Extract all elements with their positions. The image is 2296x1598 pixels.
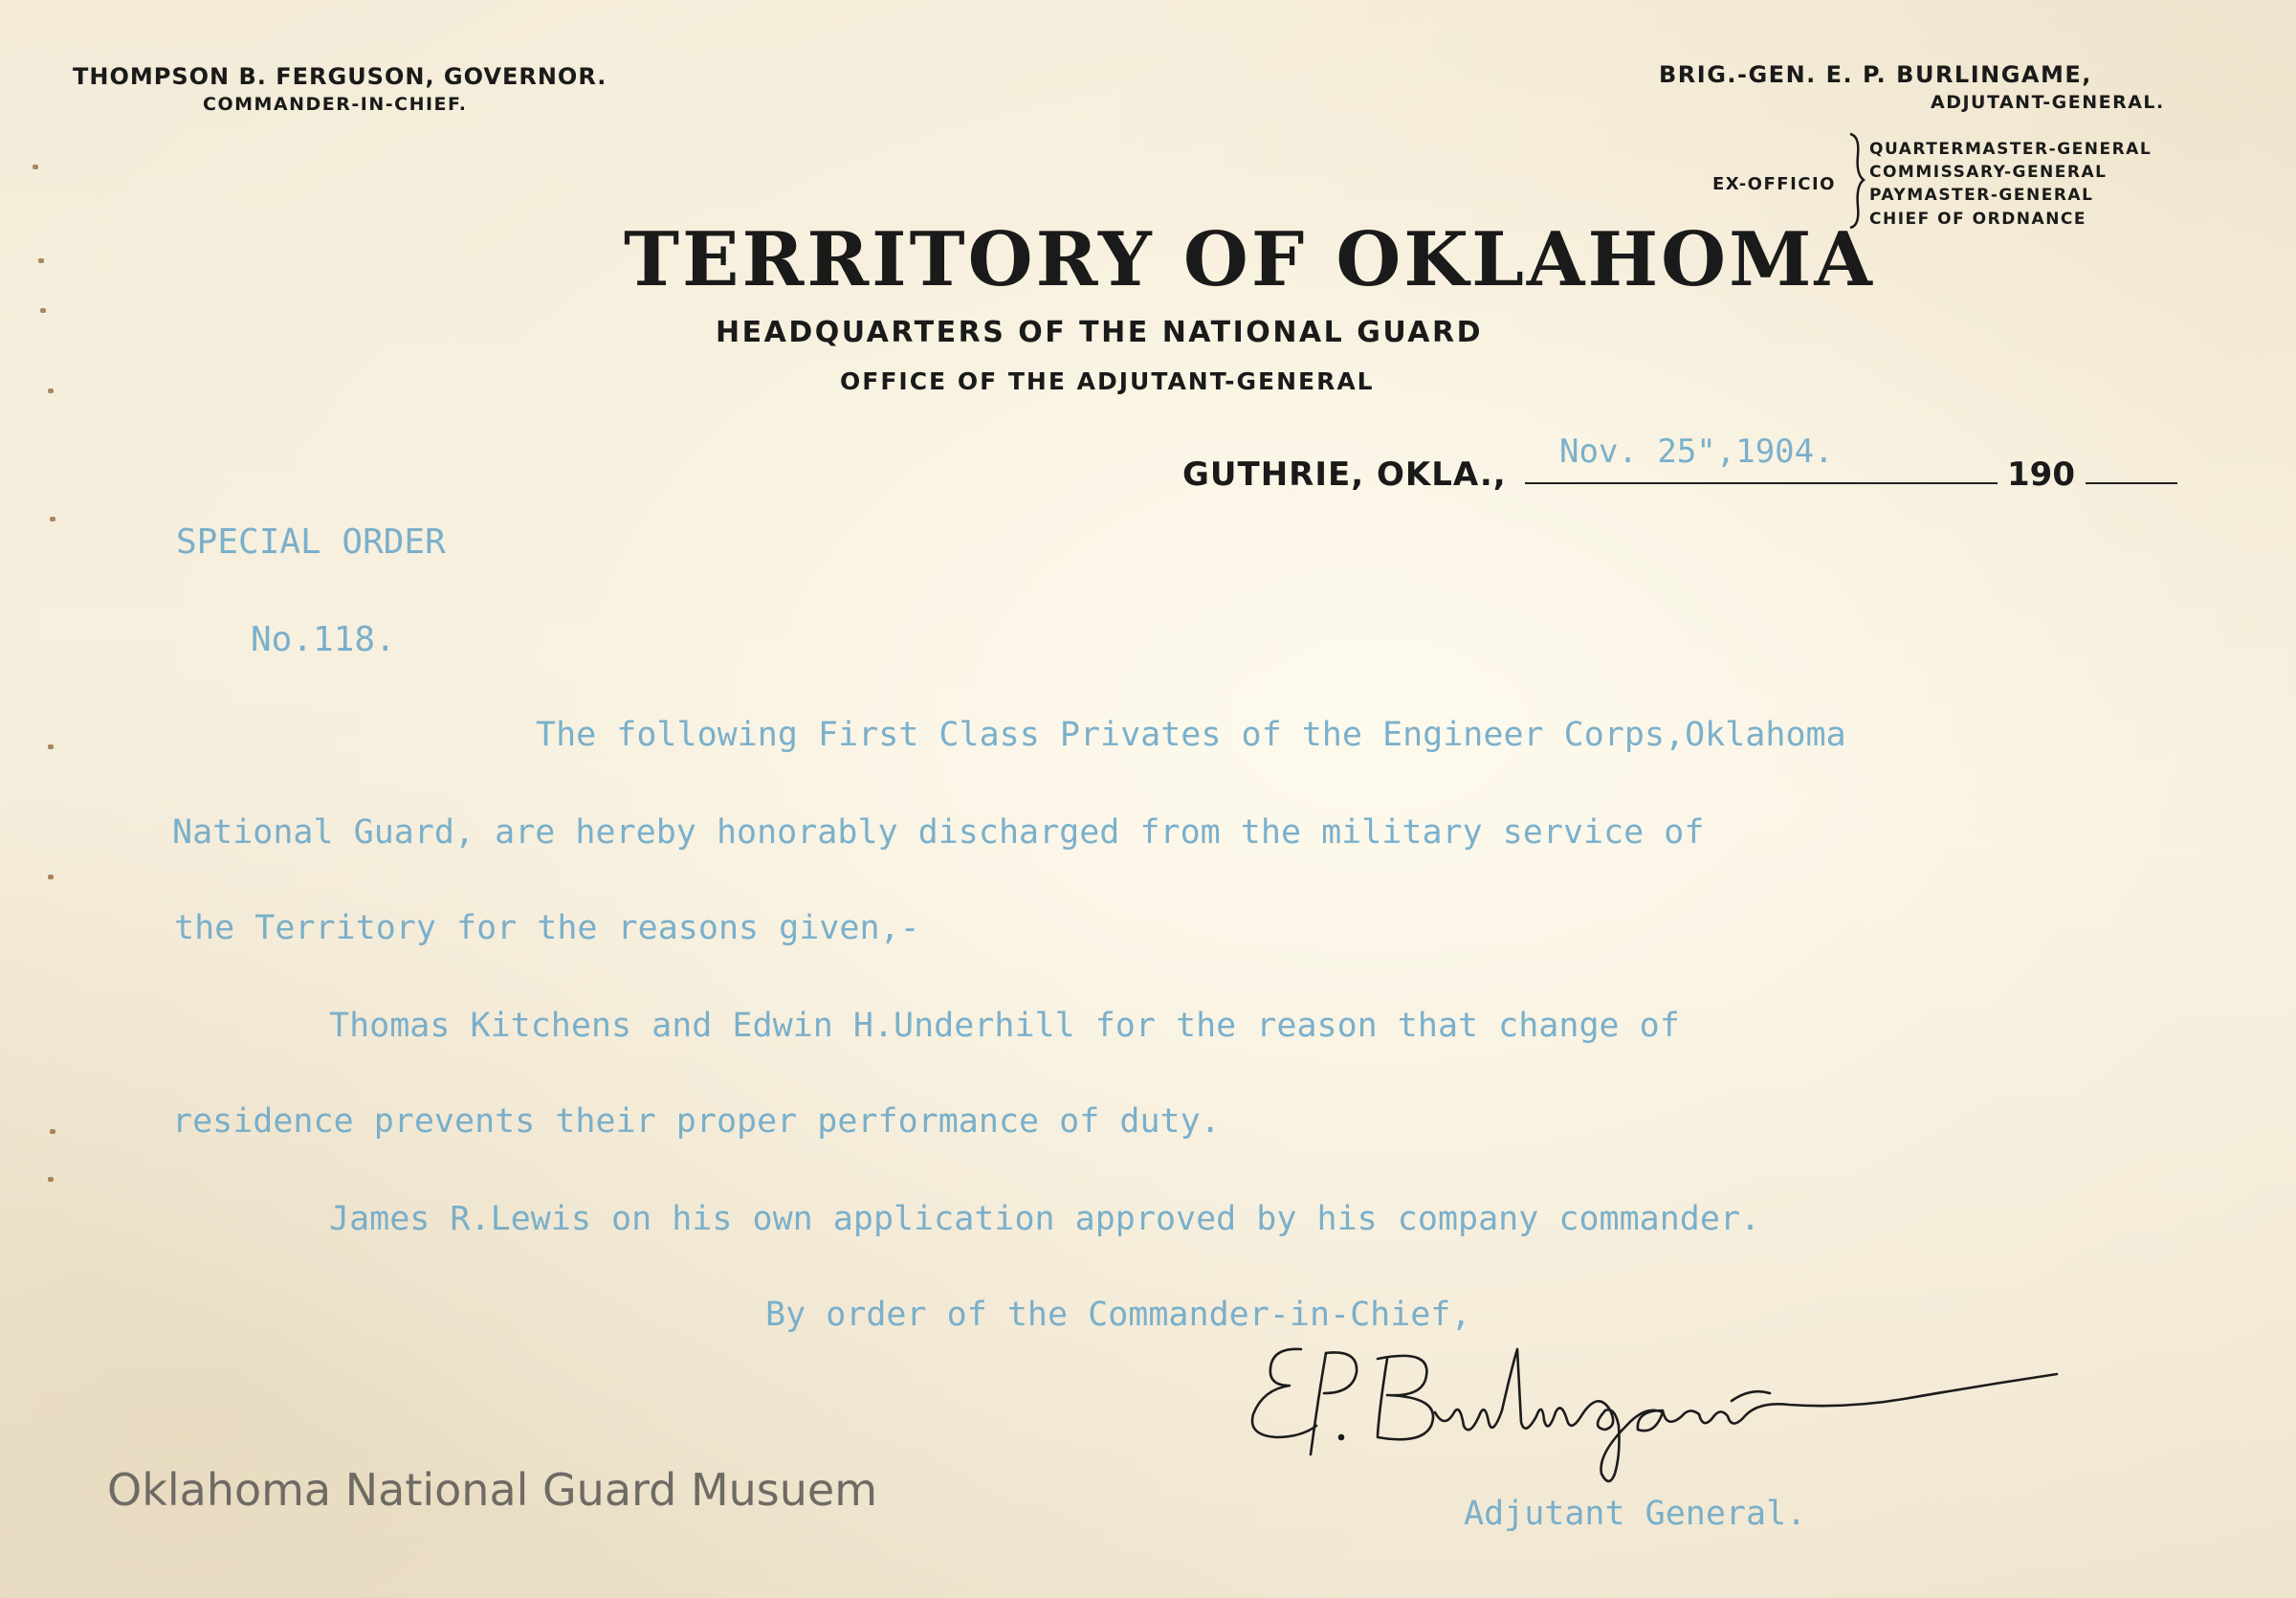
ex-officio-role: PAYMASTER-GENERAL: [1869, 186, 2094, 205]
adjutant-title: ADJUTANT-GENERAL.: [1931, 92, 2165, 113]
date-rule: [1525, 482, 1998, 484]
edge-mark: [33, 165, 38, 169]
edge-mark: [48, 1177, 54, 1182]
letterhead-office: OFFICE OF THE ADJUTANT-GENERAL: [840, 367, 1375, 395]
body-line: Thomas Kitchens and Edwin H.Underhill for the reason that change of: [329, 1007, 1680, 1045]
edge-mark: [40, 308, 46, 313]
closing-line: By order of the Commander-in-Chief,: [765, 1296, 1471, 1334]
body-line: The following First Class Privates of the Engineer Corps,Oklahoma: [536, 716, 1846, 754]
ex-officio-label: EX-OFFICIO: [1712, 174, 1836, 194]
order-number: No.118.: [251, 620, 396, 659]
governor-title: COMMANDER-IN-CHIEF.: [203, 94, 468, 115]
edge-mark: [50, 517, 55, 522]
letterhead-title: TERRITORY OF OKLAHOMA: [624, 216, 1875, 303]
year-rule: [2086, 482, 2177, 484]
place-label: GUTHRIE, OKLA.,: [1182, 455, 1507, 494]
adjutant-name: BRIG.-GEN. E. P. BURLINGAME,: [1659, 61, 2092, 88]
governor-name: THOMPSON B. FERGUSON, GOVERNOR.: [73, 63, 607, 90]
edge-mark: [38, 258, 44, 263]
signer-title: Adjutant General.: [1464, 1495, 1807, 1533]
edge-mark: [48, 388, 54, 393]
edge-mark: [48, 744, 54, 749]
handwritten-signature: [1234, 1330, 2095, 1483]
letter-date: Nov. 25",1904.: [1559, 433, 1834, 471]
museum-watermark: Oklahoma National Guard Musuem: [107, 1464, 878, 1516]
ex-officio-role: COMMISSARY-GENERAL: [1869, 163, 2108, 182]
order-heading: SPECIAL ORDER: [176, 522, 446, 562]
year-prefix: 190: [2007, 455, 2075, 494]
ex-officio-role: CHIEF OF ORDNANCE: [1869, 210, 2087, 229]
body-line: residence prevents their proper performance of duty.: [172, 1102, 1221, 1141]
ex-officio-brace: [1846, 132, 1867, 230]
ex-officio-role: QUARTERMASTER-GENERAL: [1869, 140, 2152, 159]
body-line: National Guard, are hereby honorably discharged from the military service of: [172, 813, 1705, 852]
body-line: the Territory for the reasons given,-: [174, 909, 920, 947]
edge-mark: [48, 875, 54, 879]
edge-mark: [50, 1129, 55, 1134]
letterhead-subtitle: HEADQUARTERS OF THE NATIONAL GUARD: [716, 316, 1483, 349]
body-line: James R.Lewis on his own application approved by his company commander.: [329, 1200, 1761, 1238]
